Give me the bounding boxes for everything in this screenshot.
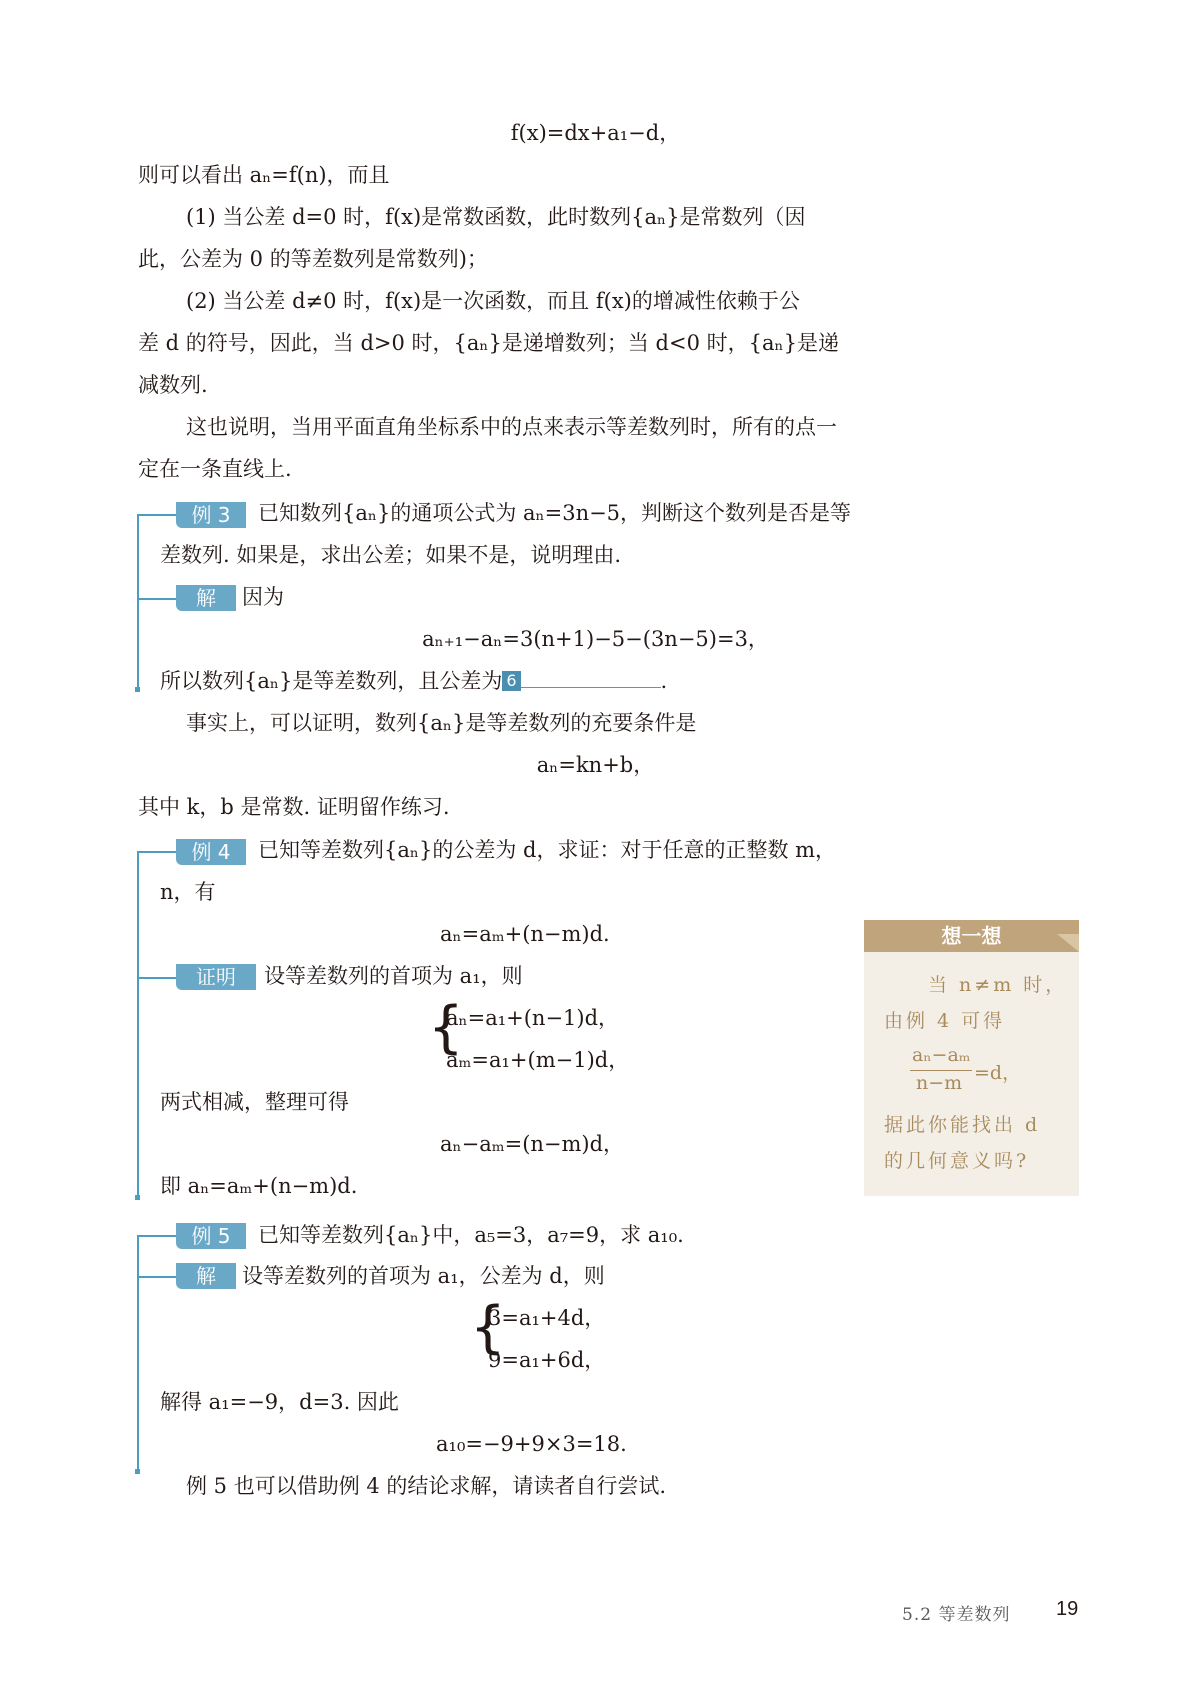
page-number: 19 — [1056, 1598, 1079, 1620]
example-4-tag: 例 4 — [176, 839, 246, 865]
example-rule — [137, 1276, 177, 1278]
solution-text: 设等差数列的首项为 a₁，公差为 d，则 — [242, 1264, 605, 1288]
example-5-tag: 例 5 — [176, 1223, 246, 1249]
example-5-question: 已知等差数列{aₙ}中，a₅=3，a₇=9，求 a₁₀. — [258, 1223, 684, 1247]
example-3-tag: 例 3 — [176, 502, 246, 528]
equation: 3=a₁+4d， — [488, 1306, 606, 1330]
solution-text — [160, 666, 667, 696]
text-line: (1) 当公差 d=0 时，f(x)是常数函数，此时数列{aₙ}是常数列（因 — [186, 205, 806, 229]
solution-tag: 解 — [176, 1263, 236, 1289]
footer-section: 5.2 等差数列 — [902, 1605, 1011, 1625]
rule-end-dot — [135, 1469, 140, 1474]
answer-blank[interactable] — [521, 669, 661, 688]
example-rule — [137, 514, 177, 516]
text-line: 定在一条直线上. — [138, 457, 292, 481]
text-line: 减数列. — [138, 373, 208, 397]
think-frac-den: n−m — [916, 1072, 963, 1094]
proof-text: 即 aₙ=aₘ+(n−m)d. — [160, 1174, 358, 1198]
think-text: 由例 4 可得 — [884, 1010, 1006, 1032]
think-text: 的几何意义吗? — [884, 1150, 1030, 1172]
text-line: 事实上，可以证明，数列{aₙ}是等差数列的充要条件是 — [186, 711, 697, 735]
solution-text: 解得 a₁=−9，d=3. 因此 — [160, 1390, 399, 1414]
text-line: 差 d 的符号，因此，当 d>0 时，{aₙ}是递增数列；当 d<0 时，{aₙ}是递 — [138, 331, 839, 355]
period: . — [660, 669, 668, 693]
example-rule — [137, 977, 177, 979]
example-4-question: n，有 — [160, 880, 216, 904]
rule-end-dot — [135, 1195, 140, 1200]
fraction-bar — [910, 1070, 972, 1071]
think-corner-fold — [1057, 934, 1079, 952]
text-line: 这也说明，当用平面直角坐标系中的点来表示等差数列时，所有的点一 — [186, 415, 837, 439]
equation: aₙ=aₘ+(n−m)d. — [440, 922, 610, 946]
system-brace: { — [470, 1295, 506, 1360]
example-rule — [137, 598, 177, 600]
example-rule — [137, 851, 177, 853]
think-title: 想一想 — [864, 920, 1079, 952]
proof-tag: 证明 — [176, 964, 256, 990]
text-line: (2) 当公差 d≠0 时，f(x)是一次函数，而且 f(x)的增减性依赖于公 — [186, 289, 800, 313]
think-frac-num: aₙ−aₘ — [912, 1044, 971, 1066]
text-line: 例 5 也可以借助例 4 的结论求解，请读者自行尝试. — [186, 1474, 667, 1498]
example-3-question: 已知数列{aₙ}的通项公式为 aₙ=3n−5，判断这个数列是否是等 — [258, 501, 852, 525]
think-sidebar — [864, 920, 1079, 1196]
equation: a₁₀=−9+9×3=18. — [436, 1432, 627, 1456]
example-3-question: 差数列. 如果是，求出公差；如果不是，说明理由. — [160, 543, 622, 567]
equation: aₙ=a₁+(n−1)d， — [446, 1006, 620, 1030]
think-frac-rhs: =d， — [974, 1062, 1022, 1084]
text-line: 其中 k，b 是常数. 证明留作练习. — [138, 795, 450, 819]
example-4-question: 已知等差数列{aₙ}的公差为 d，求证：对于任意的正整数 m， — [258, 838, 837, 862]
text-line: 则可以看出 aₙ=f(n)，而且 — [138, 163, 390, 187]
equation: aₘ=a₁+(m−1)d， — [446, 1048, 630, 1072]
example-rule — [137, 515, 139, 690]
solution-text-span: 所以数列{aₙ}是等差数列，且公差为 — [160, 669, 503, 693]
solution-text: 因为 — [242, 585, 284, 609]
think-text: 据此你能找出 d — [884, 1114, 1041, 1136]
example-rule — [137, 1236, 139, 1472]
system-brace: { — [428, 995, 464, 1060]
proof-text: 设等差数列的首项为 a₁，则 — [264, 964, 523, 988]
example-rule — [137, 852, 139, 1198]
blank-number: 6 — [502, 671, 520, 691]
think-text: 当 n≠m 时， — [928, 974, 1068, 996]
text-line: 此，公差为 0 的等差数列是常数列)； — [138, 247, 488, 271]
equation: 9=a₁+6d， — [488, 1348, 606, 1372]
solution-tag: 解 — [176, 585, 236, 611]
formula-f: f(x)=dx+a₁−d， — [510, 121, 681, 145]
proof-text: 两式相减，整理可得 — [160, 1090, 349, 1114]
equation: aₙ₊₁−aₙ=3(n+1)−5−(3n−5)=3， — [422, 627, 769, 651]
rule-end-dot — [135, 687, 140, 692]
equation: aₙ=kn+b， — [536, 753, 655, 777]
equation: aₙ−aₘ=(n−m)d， — [440, 1132, 625, 1156]
example-rule — [137, 1235, 177, 1237]
